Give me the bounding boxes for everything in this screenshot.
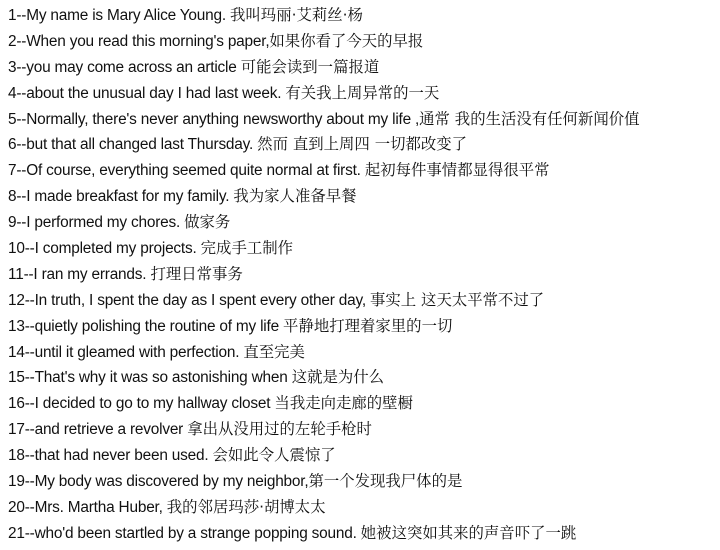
line-number: 13	[8, 317, 25, 335]
chinese-text: 完成手工制作	[200, 239, 294, 258]
english-text: --I decided to go to my hallway closet	[24, 395, 275, 413]
transcript-line-7	[8, 158, 720, 184]
english-text: --that had never been used.	[24, 447, 213, 465]
transcript-line-21	[8, 521, 720, 547]
line-number: 5	[8, 110, 17, 128]
chinese-text: 可能会读到一篇报道	[240, 57, 380, 76]
chinese-text: 第一个发现我尸体的是	[308, 472, 463, 491]
transcript-line-10	[8, 236, 720, 262]
english-text: --Mrs. Martha Huber,	[24, 498, 167, 516]
line-number: 1	[8, 7, 17, 24]
english-text: --you may come across an article	[16, 58, 241, 76]
transcript-line-9	[8, 210, 720, 236]
transcript-line-18	[8, 443, 720, 469]
english-text: --When you read this morning's paper,	[16, 32, 270, 50]
chinese-text: 当我走向走廊的壁橱	[274, 394, 413, 413]
line-number: 4	[8, 84, 17, 102]
transcript-line-17	[8, 417, 720, 443]
transcript-line-12	[8, 288, 720, 314]
chinese-text: 通常 我的生活没有任何新闻价值	[419, 109, 640, 128]
transcript-line-13	[8, 314, 720, 340]
line-number: 17	[8, 421, 25, 439]
chinese-text: 有关我上周异常的一天	[285, 83, 440, 102]
english-text: --My name is Mary Alice Young.	[16, 7, 231, 24]
chinese-text: 我的邻居玛莎·胡博太太	[166, 497, 326, 516]
transcript-line-5	[8, 107, 720, 133]
chinese-text: 我叫玛丽·艾莉丝·杨	[230, 6, 363, 24]
transcript-line-16	[8, 391, 720, 417]
chinese-text: 如果你看了今天的早报	[269, 31, 424, 50]
english-text: --I made breakfast for my family.	[16, 188, 234, 206]
chinese-text: 打理日常事务	[150, 264, 243, 283]
english-text: --Of course, everything seemed quite normal at first.	[16, 162, 365, 180]
transcript-line-1	[8, 3, 720, 29]
chinese-text: 拿出从没用过的左轮手枪时	[187, 420, 372, 439]
english-text: --who'd been startled by a strange popping sound.	[24, 524, 361, 542]
line-number: 9	[8, 214, 17, 232]
english-text: --In truth, I spent the day as I spent every other day,	[24, 291, 370, 309]
line-number: 14	[8, 343, 25, 361]
english-text: --and retrieve a revolver	[24, 421, 188, 439]
transcript-line-2	[8, 29, 720, 55]
transcript-line-3	[8, 55, 720, 81]
line-number: 6	[8, 136, 17, 154]
line-number: 19	[8, 473, 25, 491]
english-text: --quietly polishing the routine of my life	[24, 317, 284, 335]
line-number: 11	[8, 265, 24, 283]
chinese-text: 然而 直到上周四 一切都改变了	[257, 135, 468, 154]
english-text: --Normally, there's never anything newsworthy about my life ,	[16, 110, 420, 128]
transcript-line-11	[8, 262, 720, 288]
transcript-line-14	[8, 340, 720, 366]
chinese-text: 平静地打理着家里的一切	[283, 316, 453, 335]
english-text: --I ran my errands.	[23, 265, 151, 283]
transcript-line-4	[8, 81, 720, 107]
chinese-text: 事实上 这天太平常不过了	[369, 290, 545, 309]
chinese-text: 她被这突如其来的声音吓了一跳	[360, 523, 577, 542]
english-text: --My body was discovered by my neighbor,	[24, 473, 309, 491]
line-number: 10	[8, 240, 25, 258]
line-number: 12	[8, 291, 25, 309]
chinese-text: 这就是为什么	[291, 368, 385, 387]
chinese-text: 会如此令人震惊了	[212, 446, 336, 465]
line-number: 20	[8, 498, 25, 516]
line-number: 7	[8, 162, 17, 180]
chinese-text: 我为家人准备早餐	[233, 187, 357, 206]
transcript-line-19	[8, 469, 720, 495]
line-number: 16	[8, 395, 25, 413]
english-text: --I performed my chores.	[16, 214, 185, 232]
english-text: --I completed my projects.	[24, 240, 201, 258]
transcript-line-20	[8, 495, 720, 521]
line-number: 18	[8, 447, 25, 465]
chinese-text: 直至完美	[243, 342, 305, 361]
line-number: 21	[8, 524, 25, 542]
english-text: --but that all changed last Thursday.	[16, 136, 258, 154]
chinese-text: 做家务	[184, 213, 231, 232]
transcript-line-6	[8, 132, 720, 158]
transcript-line-8	[8, 184, 720, 210]
transcript-line-15	[8, 365, 720, 391]
line-number: 8	[8, 188, 17, 206]
line-number: 2	[8, 32, 17, 50]
line-number: 15	[8, 369, 25, 387]
english-text: --That's why it was so astonishing when	[24, 369, 292, 387]
line-number: 3	[8, 58, 17, 76]
english-text: --until it gleamed with perfection.	[24, 343, 244, 361]
chinese-text: 起初每件事情都显得很平常	[364, 161, 550, 180]
english-text: --about the unusual day I had last week.	[16, 84, 286, 102]
